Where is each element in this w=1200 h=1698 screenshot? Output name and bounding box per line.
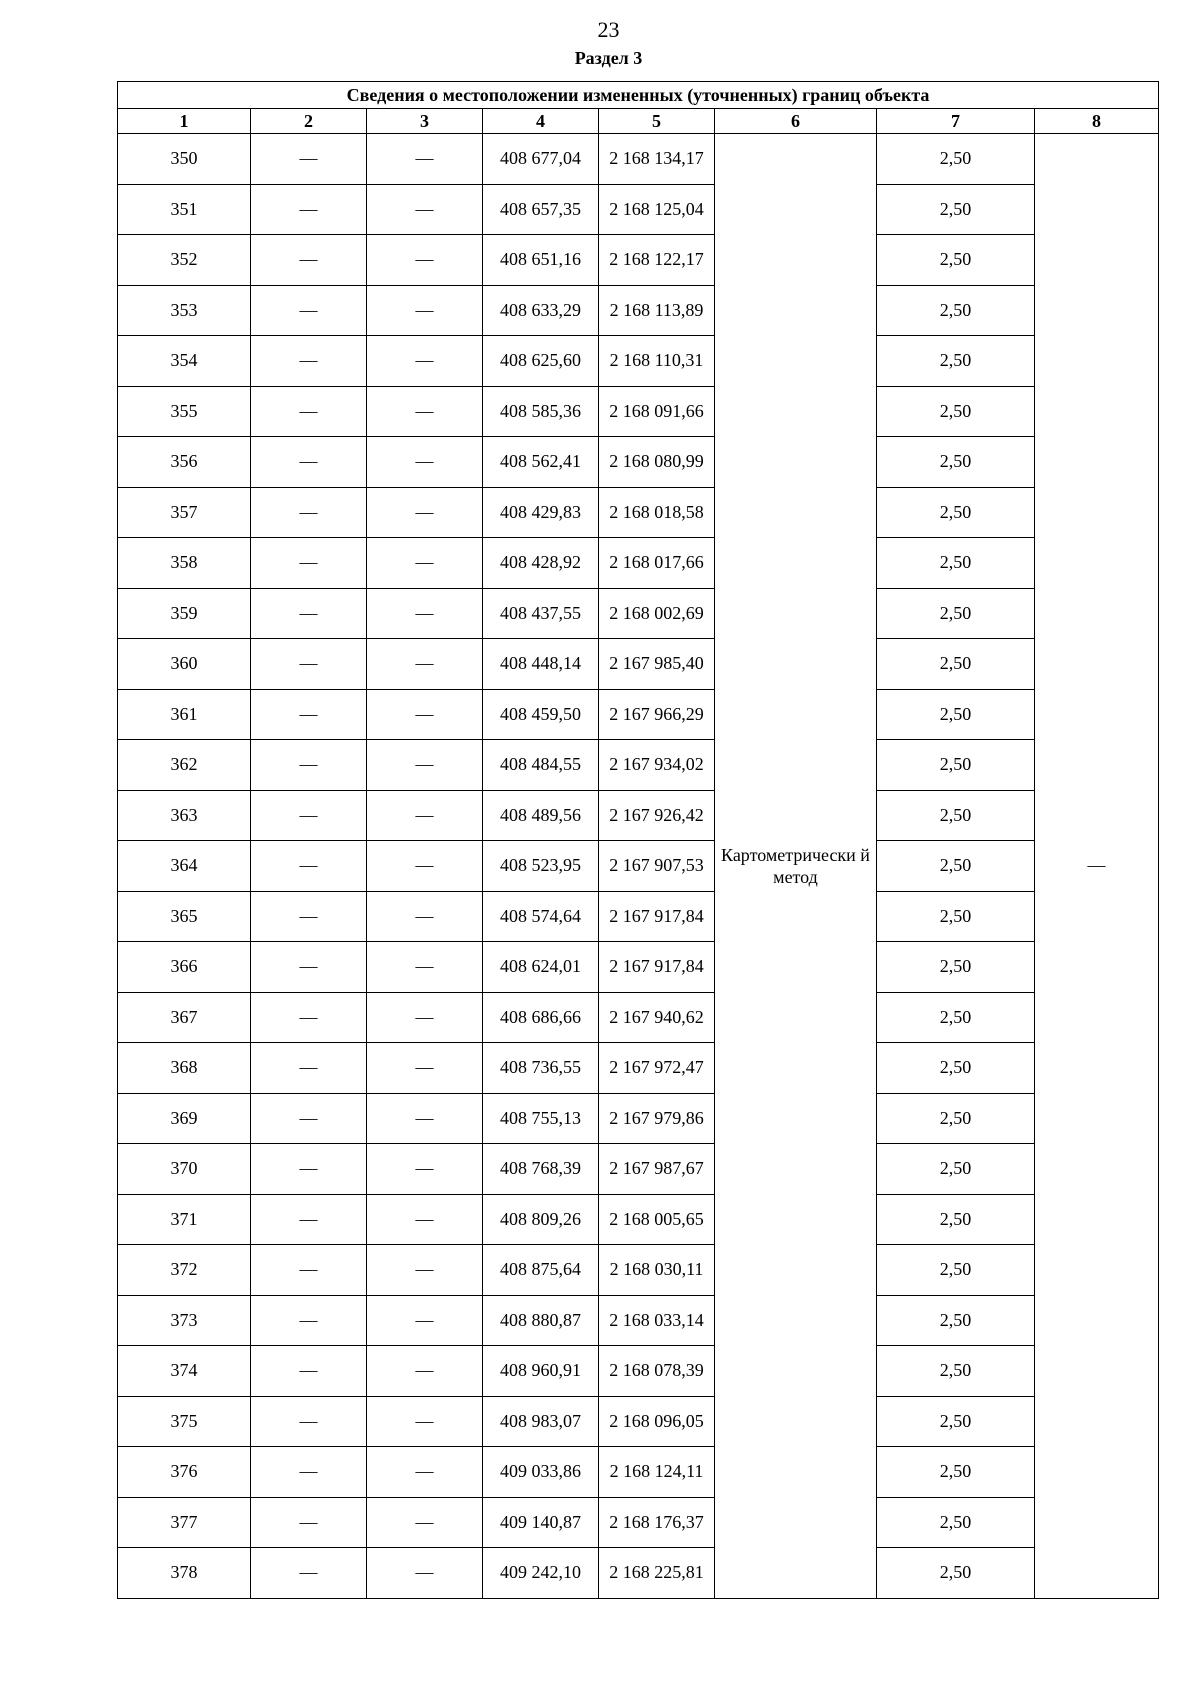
accuracy-cell: 2,50 <box>877 184 1035 235</box>
col3-cell: — <box>367 1396 483 1447</box>
accuracy-cell: 2,50 <box>877 841 1035 892</box>
x-coordinate-cell: 408 768,39 <box>483 1144 599 1195</box>
x-coordinate-cell: 408 651,16 <box>483 235 599 286</box>
table-row <box>118 841 1159 892</box>
x-coordinate-cell: 408 875,64 <box>483 1245 599 1296</box>
x-coordinate-cell: 408 562,41 <box>483 437 599 488</box>
col2-cell: — <box>251 1497 367 1548</box>
table-row <box>118 1043 1159 1094</box>
col3-cell: — <box>367 336 483 387</box>
column-number: 8 <box>1035 109 1159 134</box>
col2-cell: — <box>251 1295 367 1346</box>
col2-cell: — <box>251 942 367 993</box>
col2-cell: — <box>251 740 367 791</box>
y-coordinate-cell: 2 167 972,47 <box>599 1043 715 1094</box>
table-row <box>118 588 1159 639</box>
x-coordinate-cell: 408 880,87 <box>483 1295 599 1346</box>
y-coordinate-cell: 2 168 005,65 <box>599 1194 715 1245</box>
page-number: 23 <box>597 17 620 42</box>
y-coordinate-cell: 2 168 078,39 <box>599 1346 715 1397</box>
y-coordinate-cell: 2 168 033,14 <box>599 1295 715 1346</box>
col3-cell: — <box>367 1497 483 1548</box>
column-number: 1 <box>118 109 251 134</box>
accuracy-cell: 2,50 <box>877 336 1035 387</box>
column-number: 3 <box>367 109 483 134</box>
x-coordinate-cell: 409 140,87 <box>483 1497 599 1548</box>
point-number-cell: 351 <box>118 184 251 235</box>
point-number-cell: 370 <box>118 1144 251 1195</box>
y-coordinate-cell: 2 168 017,66 <box>599 538 715 589</box>
x-coordinate-cell: 408 755,13 <box>483 1093 599 1144</box>
table-row <box>118 1295 1159 1346</box>
y-coordinate-cell: 2 168 113,89 <box>599 285 715 336</box>
col2-cell: — <box>251 1548 367 1599</box>
table-row <box>118 1346 1159 1397</box>
point-number-cell: 360 <box>118 639 251 690</box>
col2-cell: — <box>251 1043 367 1094</box>
col2-cell: — <box>251 386 367 437</box>
col2-cell: — <box>251 1144 367 1195</box>
col3-cell: — <box>367 639 483 690</box>
col2-cell: — <box>251 1194 367 1245</box>
y-coordinate-cell: 2 168 122,17 <box>599 235 715 286</box>
col3-cell: — <box>367 790 483 841</box>
accuracy-cell: 2,50 <box>877 740 1035 791</box>
table-row <box>118 487 1159 538</box>
x-coordinate-cell: 408 574,64 <box>483 891 599 942</box>
x-coordinate-cell: 408 448,14 <box>483 639 599 690</box>
table-row <box>118 235 1159 286</box>
accuracy-cell: 2,50 <box>877 538 1035 589</box>
point-number-cell: 374 <box>118 1346 251 1397</box>
table-row <box>118 942 1159 993</box>
col3-cell: — <box>367 487 483 538</box>
point-number-cell: 377 <box>118 1497 251 1548</box>
accuracy-cell: 2,50 <box>877 386 1035 437</box>
point-number-cell: 352 <box>118 235 251 286</box>
accuracy-cell: 2,50 <box>877 689 1035 740</box>
point-number-cell: 365 <box>118 891 251 942</box>
table-row <box>118 1194 1159 1245</box>
accuracy-cell: 2,50 <box>877 942 1035 993</box>
accuracy-cell: 2,50 <box>877 891 1035 942</box>
accuracy-cell: 2,50 <box>877 992 1035 1043</box>
y-coordinate-cell: 2 167 926,42 <box>599 790 715 841</box>
col3-cell: — <box>367 1295 483 1346</box>
accuracy-cell: 2,50 <box>877 235 1035 286</box>
col3-cell: — <box>367 1447 483 1498</box>
table-row <box>118 689 1159 740</box>
y-coordinate-cell: 2 168 018,58 <box>599 487 715 538</box>
col2-cell: — <box>251 1093 367 1144</box>
x-coordinate-cell: 408 429,83 <box>483 487 599 538</box>
point-number-cell: 372 <box>118 1245 251 1296</box>
accuracy-cell: 2,50 <box>877 437 1035 488</box>
accuracy-cell: 2,50 <box>877 588 1035 639</box>
x-coordinate-cell: 408 437,55 <box>483 588 599 639</box>
x-coordinate-cell: 408 960,91 <box>483 1346 599 1397</box>
col2-cell: — <box>251 790 367 841</box>
col3-cell: — <box>367 841 483 892</box>
point-number-cell: 369 <box>118 1093 251 1144</box>
y-coordinate-cell: 2 167 907,53 <box>599 841 715 892</box>
col3-cell: — <box>367 437 483 488</box>
table-row <box>118 790 1159 841</box>
point-number-cell: 353 <box>118 285 251 336</box>
column-number: 2 <box>251 109 367 134</box>
y-coordinate-cell: 2 168 125,04 <box>599 184 715 235</box>
table-row <box>118 1396 1159 1447</box>
col3-cell: — <box>367 1093 483 1144</box>
col2-cell: — <box>251 1447 367 1498</box>
col2-cell: — <box>251 235 367 286</box>
x-coordinate-cell: 408 983,07 <box>483 1396 599 1447</box>
point-number-cell: 366 <box>118 942 251 993</box>
col3-cell: — <box>367 740 483 791</box>
col3-cell: — <box>367 992 483 1043</box>
col2-cell: — <box>251 184 367 235</box>
col3-cell: — <box>367 1043 483 1094</box>
col3-cell: — <box>367 538 483 589</box>
y-coordinate-cell: 2 168 080,99 <box>599 437 715 488</box>
x-coordinate-cell: 408 625,60 <box>483 336 599 387</box>
col3-cell: — <box>367 386 483 437</box>
accuracy-cell: 2,50 <box>877 1144 1035 1195</box>
accuracy-cell: 2,50 <box>877 1043 1035 1094</box>
col3-cell: — <box>367 134 483 185</box>
point-number-cell: 363 <box>118 790 251 841</box>
y-coordinate-cell: 2 167 979,86 <box>599 1093 715 1144</box>
x-coordinate-cell: 408 633,29 <box>483 285 599 336</box>
boundary-coordinates-table <box>117 81 1159 1599</box>
y-coordinate-cell: 2 167 917,84 <box>599 891 715 942</box>
y-coordinate-cell: 2 168 134,17 <box>599 134 715 185</box>
accuracy-cell: 2,50 <box>877 1093 1035 1144</box>
x-coordinate-cell: 408 489,56 <box>483 790 599 841</box>
x-coordinate-cell: 408 677,04 <box>483 134 599 185</box>
section-title: Раздел 3 <box>574 48 643 68</box>
point-number-cell: 371 <box>118 1194 251 1245</box>
col2-cell: — <box>251 487 367 538</box>
col3-cell: — <box>367 1144 483 1195</box>
y-coordinate-cell: 2 168 091,66 <box>599 386 715 437</box>
col2-cell: — <box>251 437 367 488</box>
col8-cell: — <box>1035 134 1159 1599</box>
table-row <box>118 386 1159 437</box>
col2-cell: — <box>251 1245 367 1296</box>
y-coordinate-cell: 2 168 225,81 <box>599 1548 715 1599</box>
table-row <box>118 1497 1159 1548</box>
col3-cell: — <box>367 1346 483 1397</box>
col2-cell: — <box>251 891 367 942</box>
point-number-cell: 359 <box>118 588 251 639</box>
col3-cell: — <box>367 184 483 235</box>
table-row <box>118 891 1159 942</box>
column-number: 4 <box>483 109 599 134</box>
table-body <box>118 134 1159 1599</box>
accuracy-cell: 2,50 <box>877 1396 1035 1447</box>
method-cell: Картометрически й метод <box>715 134 877 1599</box>
column-number: 6 <box>715 109 877 134</box>
col2-cell: — <box>251 1396 367 1447</box>
col2-cell: — <box>251 689 367 740</box>
point-number-cell: 362 <box>118 740 251 791</box>
y-coordinate-cell: 2 168 110,31 <box>599 336 715 387</box>
col3-cell: — <box>367 235 483 286</box>
point-number-cell: 355 <box>118 386 251 437</box>
table-row <box>118 1447 1159 1498</box>
col2-cell: — <box>251 538 367 589</box>
accuracy-cell: 2,50 <box>877 1245 1035 1296</box>
point-number-cell: 356 <box>118 437 251 488</box>
x-coordinate-cell: 408 523,95 <box>483 841 599 892</box>
x-coordinate-cell: 408 624,01 <box>483 942 599 993</box>
x-coordinate-cell: 408 428,92 <box>483 538 599 589</box>
table-row <box>118 437 1159 488</box>
table-row <box>118 1548 1159 1599</box>
accuracy-cell: 2,50 <box>877 1346 1035 1397</box>
accuracy-cell: 2,50 <box>877 1497 1035 1548</box>
table-row <box>118 740 1159 791</box>
col2-cell: — <box>251 588 367 639</box>
point-number-cell: 354 <box>118 336 251 387</box>
x-coordinate-cell: 408 459,50 <box>483 689 599 740</box>
point-number-cell: 375 <box>118 1396 251 1447</box>
table-row <box>118 184 1159 235</box>
accuracy-cell: 2,50 <box>877 1295 1035 1346</box>
col2-cell: — <box>251 1346 367 1397</box>
x-coordinate-cell: 408 484,55 <box>483 740 599 791</box>
point-number-cell: 358 <box>118 538 251 589</box>
col3-cell: — <box>367 689 483 740</box>
x-coordinate-cell: 409 033,86 <box>483 1447 599 1498</box>
x-coordinate-cell: 408 657,35 <box>483 184 599 235</box>
accuracy-cell: 2,50 <box>877 1194 1035 1245</box>
accuracy-cell: 2,50 <box>877 134 1035 185</box>
table-row <box>118 134 1159 185</box>
y-coordinate-cell: 2 168 176,37 <box>599 1497 715 1548</box>
col2-cell: — <box>251 134 367 185</box>
point-number-cell: 350 <box>118 134 251 185</box>
x-coordinate-cell: 408 585,36 <box>483 386 599 437</box>
col3-cell: — <box>367 891 483 942</box>
accuracy-cell: 2,50 <box>877 1447 1035 1498</box>
point-number-cell: 368 <box>118 1043 251 1094</box>
accuracy-cell: 2,50 <box>877 790 1035 841</box>
x-coordinate-cell: 408 686,66 <box>483 992 599 1043</box>
point-number-cell: 361 <box>118 689 251 740</box>
table-caption: Сведения о местоположении измененных (уточненных) границ объекта <box>118 82 1159 109</box>
y-coordinate-cell: 2 167 917,84 <box>599 942 715 993</box>
column-number-row <box>118 109 1159 134</box>
y-coordinate-cell: 2 167 987,67 <box>599 1144 715 1195</box>
x-coordinate-cell: 409 242,10 <box>483 1548 599 1599</box>
accuracy-cell: 2,50 <box>877 1548 1035 1599</box>
col3-cell: — <box>367 1245 483 1296</box>
x-coordinate-cell: 408 809,26 <box>483 1194 599 1245</box>
col3-cell: — <box>367 285 483 336</box>
col3-cell: — <box>367 1548 483 1599</box>
point-number-cell: 364 <box>118 841 251 892</box>
table-row <box>118 639 1159 690</box>
point-number-cell: 367 <box>118 992 251 1043</box>
table-row <box>118 336 1159 387</box>
y-coordinate-cell: 2 168 096,05 <box>599 1396 715 1447</box>
accuracy-cell: 2,50 <box>877 285 1035 336</box>
column-number: 5 <box>599 109 715 134</box>
col3-cell: — <box>367 588 483 639</box>
y-coordinate-cell: 2 168 002,69 <box>599 588 715 639</box>
y-coordinate-cell: 2 167 966,29 <box>599 689 715 740</box>
y-coordinate-cell: 2 167 985,40 <box>599 639 715 690</box>
y-coordinate-cell: 2 168 030,11 <box>599 1245 715 1296</box>
col3-cell: — <box>367 1194 483 1245</box>
col2-cell: — <box>251 285 367 336</box>
accuracy-cell: 2,50 <box>877 639 1035 690</box>
point-number-cell: 357 <box>118 487 251 538</box>
table-row <box>118 538 1159 589</box>
y-coordinate-cell: 2 168 124,11 <box>599 1447 715 1498</box>
point-number-cell: 373 <box>118 1295 251 1346</box>
y-coordinate-cell: 2 167 940,62 <box>599 992 715 1043</box>
col2-cell: — <box>251 639 367 690</box>
point-number-cell: 378 <box>118 1548 251 1599</box>
table-row <box>118 1144 1159 1195</box>
accuracy-cell: 2,50 <box>877 487 1035 538</box>
table-row <box>118 285 1159 336</box>
col2-cell: — <box>251 336 367 387</box>
col2-cell: — <box>251 992 367 1043</box>
x-coordinate-cell: 408 736,55 <box>483 1043 599 1094</box>
table-row <box>118 1093 1159 1144</box>
table-row <box>118 1245 1159 1296</box>
col3-cell: — <box>367 942 483 993</box>
table-row <box>118 992 1159 1043</box>
point-number-cell: 376 <box>118 1447 251 1498</box>
col2-cell: — <box>251 841 367 892</box>
y-coordinate-cell: 2 167 934,02 <box>599 740 715 791</box>
column-number: 7 <box>877 109 1035 134</box>
